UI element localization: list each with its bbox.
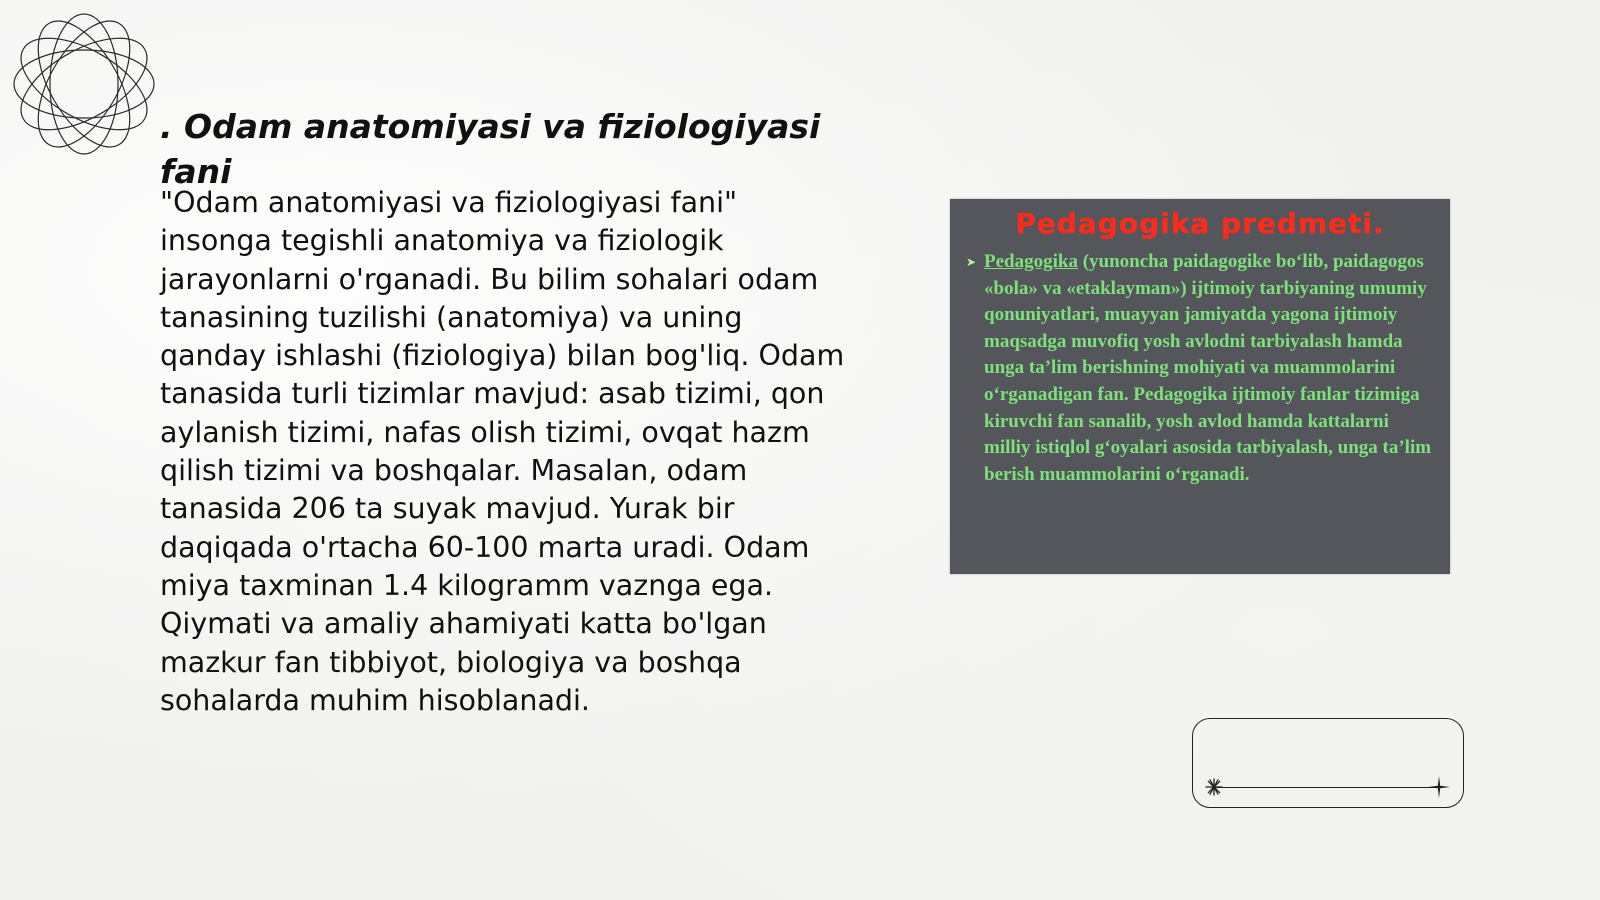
embedded-definition: (yunoncha paidagogike bo‘lib, paidagogos «bola» va «etaklayman») ijtimoiy tarbiyaning umumiy qonuniyatlari, muayyan jamiyatda yagona ijtimoiy maqsadga muvofiq yosh avlodni tarbiyalash hamda unga ta’lim berishning mohiyati va muammolarini o‘rganadigan fan. Pedagogika ijtimoiy fanlar tizimiga kiruvchi fan sanalib, yosh avlod hamda kattalarni milliy istiqlol g‘oyalari asosida tarbiyalash, unga ta’lim berish muammolarini o‘rganadi. [984,251,1432,485]
decorative-line [1212,787,1442,788]
slide-title: . Odam anatomiyasi va fiziologiyasi fani [160,107,821,191]
sparkle-icon [1428,776,1450,798]
bullet-icon: ➤ [966,255,977,269]
decorative-frame [1192,718,1464,808]
embedded-title: Pedagogika predmeti. [1015,207,1385,240]
orbit-rings-icon [10,10,158,158]
embedded-term: Pedagogika [984,251,1078,272]
starburst-icon [1205,778,1223,796]
embedded-paragraph [984,249,1440,488]
embedded-slide-image [950,199,1450,574]
slide-body-text: "Odam anatomiyasi va fiziologiyasi fani" insonga tegishli anatomiya va fiziologik jarayonlarni o'rganadi. Bu bilim sohalari odam tanasining tuzilishi (anatomiya) va uning qanday ishlashi (fiziologiya) bilan bog'liq. Odam tanasida turli tizimlar mavjud: asab tizimi, qon aylanish tizimi, nafas olish tizimi, ovqat hazm qilish tizimi va boshqalar. Masalan, odam tanasida 206 ta suyak mavjud. Yurak bir daqiqada o'rtacha 60-100 marta uradi. Odam miya taxminan 1.4 kilogramm vaznga ega. Qiymati va amaliy ahamiyati katta bo'lgan mazkur fan tibbiyot, biologiya va boshqa sohalarda muhim hisoblanadi. [160,186,845,717]
